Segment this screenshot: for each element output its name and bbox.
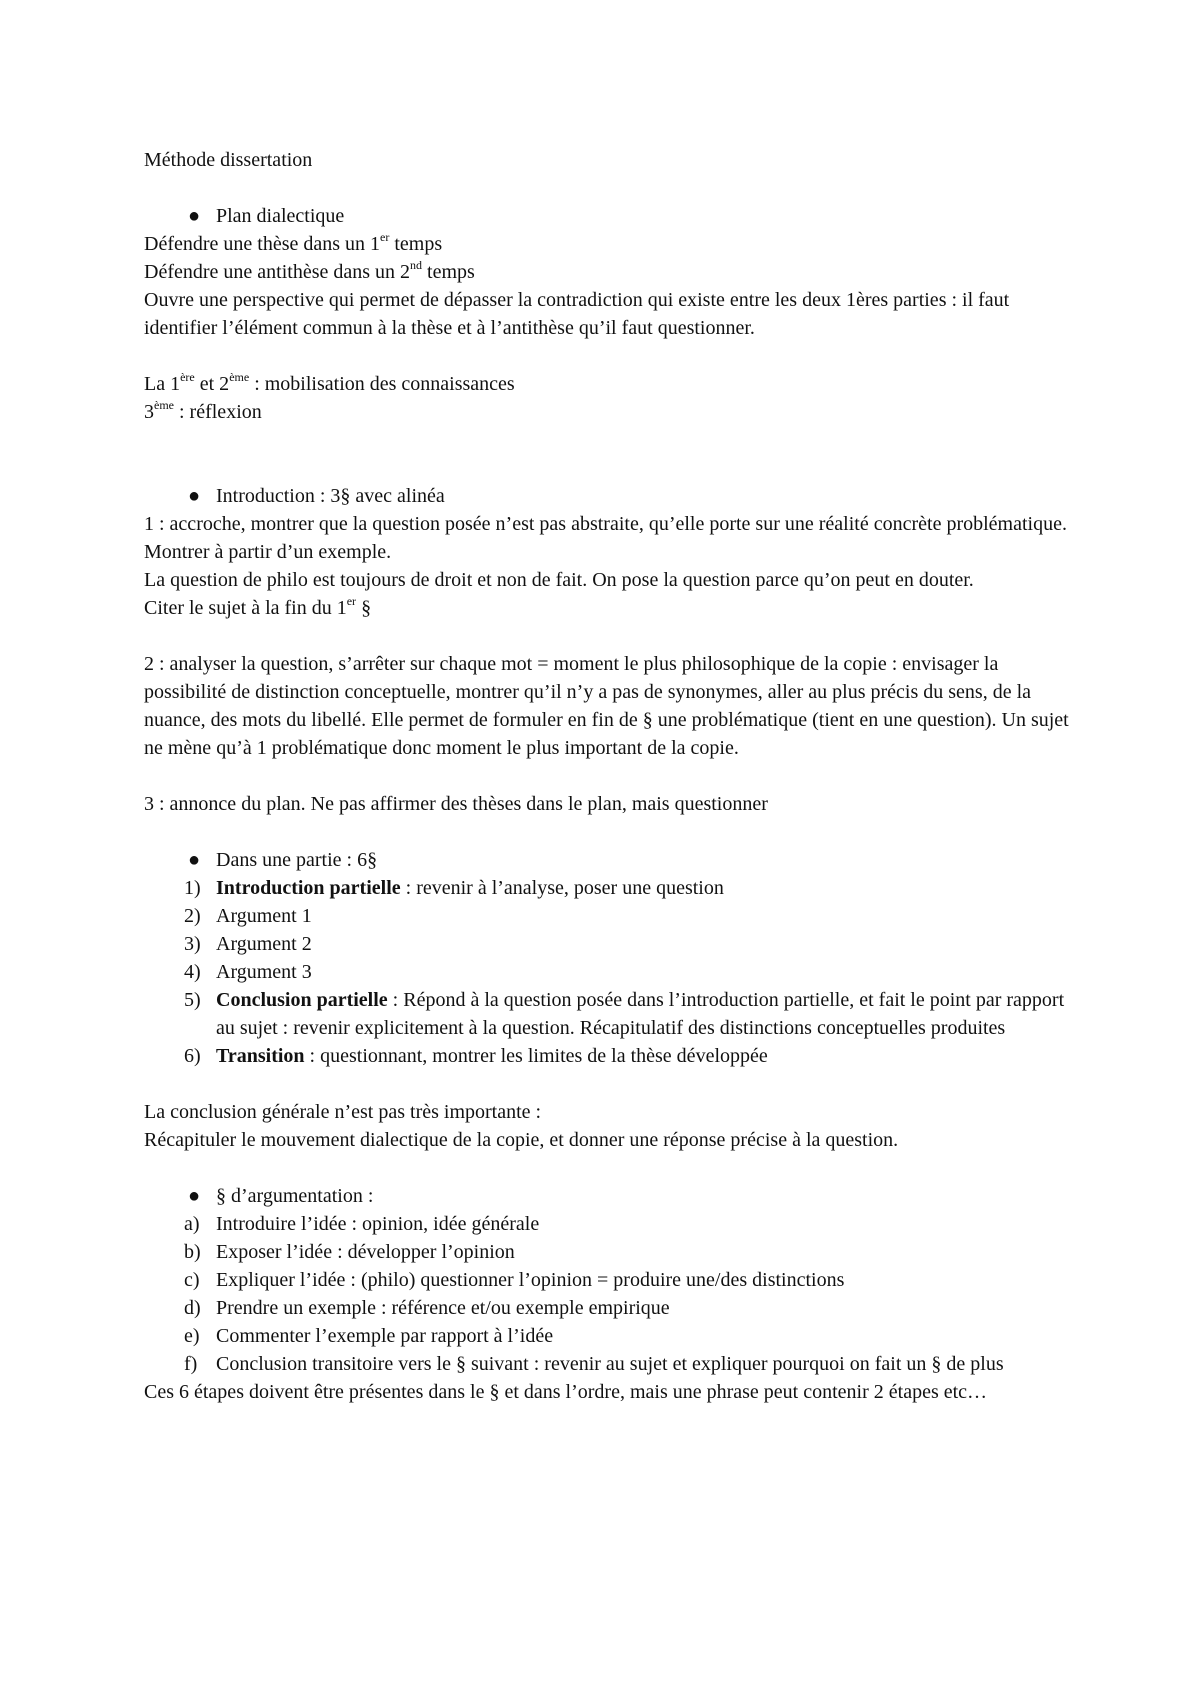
- list-item: [144, 1322, 1074, 1350]
- partie-list: [144, 874, 1074, 1070]
- list-number: 2): [184, 905, 201, 927]
- text: Défendre une antithèse dans un 2: [144, 261, 411, 283]
- list-text: : Répond à la question posée dans l’introduction partielle, et fait le point par rapport au sujet : revenir explicitement à la question. Récapitulatif des distinctions conceptuelles produites: [216, 989, 1070, 1039]
- list-item: [144, 1042, 1074, 1070]
- bullet-icon: ●: [187, 485, 201, 507]
- bullet-text: Introduction : 3§ avec alinéa: [216, 485, 445, 507]
- list-letter: e): [184, 1325, 200, 1347]
- list-item: [144, 1350, 1074, 1378]
- bullet-introduction: [144, 482, 1074, 510]
- bullet-text: § d’argumentation :: [216, 1185, 374, 1207]
- list-number: 6): [184, 1045, 201, 1067]
- intro-paragraph-4: 2 : analyser la question, s’arrêter sur chaque mot = moment le plus philosophique de la copie : envisager la possibilité de distinction conceptuelle, montrer qu’il n’y a pas de synonymes, aller au plus précis du sens, de la nuance, des mots du libellé. Elle permet de formuler en fin de § une problématique (tient en une question). Un sujet ne mène qu’à 1 problématique donc moment le plus important de la copie.: [144, 653, 1074, 759]
- bold-term: Transition: [216, 1045, 305, 1067]
- bullet-dans-une-partie: [144, 846, 1074, 874]
- list-item: [144, 902, 1074, 930]
- list-number: 3): [184, 933, 201, 955]
- bullet-text: Dans une partie : 6§: [216, 849, 378, 871]
- list-text: : revenir à l’analyse, poser une question: [400, 877, 724, 899]
- bullet-icon: ●: [187, 1185, 201, 1207]
- list-text: Introduire l’idée : opinion, idée générale: [216, 1213, 540, 1235]
- list-letter: f): [184, 1353, 198, 1375]
- plan-line-1: [144, 230, 1074, 258]
- list-text: Commenter l’exemple par rapport à l’idée: [216, 1325, 554, 1347]
- text: Citer le sujet à la fin du 1: [144, 597, 347, 619]
- superscript: ème: [154, 398, 174, 413]
- text: : mobilisation des connaissances: [249, 373, 515, 395]
- list-text: Exposer l’idée : développer l’opinion: [216, 1241, 515, 1263]
- document-page: [144, 146, 1074, 1406]
- intro-paragraph-3: [144, 594, 1074, 622]
- argumentation-closing: Ces 6 étapes doivent être présentes dans le § et dans l’ordre, mais une phrase peut contenir 2 étapes etc…: [144, 1381, 988, 1403]
- list-number: 4): [184, 961, 201, 983]
- plan-line-4: [144, 370, 1074, 398]
- list-item: [144, 958, 1074, 986]
- bullet-text: Plan dialectique: [216, 205, 345, 227]
- spacer: [144, 174, 1074, 202]
- list-number: 1): [184, 877, 201, 899]
- text: Défendre une thèse dans un 1: [144, 233, 381, 255]
- list-letter: b): [184, 1241, 201, 1263]
- list-letter: d): [184, 1297, 201, 1319]
- superscript: ème: [229, 370, 250, 385]
- list-item: [144, 1266, 1074, 1294]
- text: temps: [422, 261, 475, 283]
- list-text: : questionnant, montrer les limites de la thèse développée: [304, 1045, 768, 1067]
- spacer: [144, 1070, 1074, 1098]
- bold-term: Conclusion partielle: [216, 989, 388, 1011]
- text: 3: [144, 401, 154, 423]
- list-text: Argument 1: [216, 905, 312, 927]
- text: : réflexion: [174, 401, 262, 423]
- document-title: Méthode dissertation: [144, 149, 313, 171]
- list-text: Argument 3: [216, 961, 312, 983]
- list-item: [144, 1210, 1074, 1238]
- conclusion-line-2: Récapituler le mouvement dialectique de la copie, et donner une réponse précise à la question.: [144, 1129, 899, 1151]
- plan-line-5: [144, 398, 1074, 426]
- list-item: [144, 1294, 1074, 1322]
- spacer: [144, 426, 1074, 482]
- bold-term: Introduction partielle: [216, 877, 401, 899]
- superscript: nd: [410, 258, 423, 273]
- superscript: er: [346, 594, 357, 609]
- list-item: [144, 1238, 1074, 1266]
- plan-line-3: Ouvre une perspective qui permet de dépasser la contradiction qui existe entre les deux 1ères parties : il faut identifier l’élément commun à la thèse et à l’antithèse qu’il faut questionner.: [144, 289, 1015, 339]
- superscript: er: [380, 230, 390, 245]
- list-text: Conclusion transitoire vers le § suivant : revenir au sujet et expliquer pourquoi on fait un § de plus: [216, 1353, 1004, 1375]
- list-item: [144, 874, 1074, 902]
- superscript: ère: [180, 370, 195, 385]
- intro-paragraph-1: 1 : accroche, montrer que la question posée n’est pas abstraite, qu’elle porte sur une réalité concrète problématique. Montrer à partir d’un exemple.: [144, 513, 1072, 563]
- intro-paragraph-5: 3 : annonce du plan. Ne pas affirmer des thèses dans le plan, mais questionner: [144, 793, 768, 815]
- bullet-argumentation: [144, 1182, 1074, 1210]
- list-item: [144, 986, 1074, 1042]
- argumentation-list: [144, 1210, 1074, 1378]
- list-item: [144, 930, 1074, 958]
- bullet-icon: ●: [187, 849, 201, 871]
- text: temps: [389, 233, 443, 255]
- spacer: [144, 762, 1074, 790]
- text: La 1: [144, 373, 181, 395]
- bullet-plan-dialectique: [144, 202, 1074, 230]
- list-letter: a): [184, 1213, 200, 1235]
- spacer: [144, 342, 1074, 370]
- bullet-icon: ●: [187, 205, 201, 227]
- list-text: Prendre un exemple : référence et/ou exemple empirique: [216, 1297, 670, 1319]
- intro-paragraph-2: La question de philo est toujours de droit et non de fait. On pose la question parce qu’on peut en douter.: [144, 569, 974, 591]
- text: et 2: [194, 373, 230, 395]
- list-letter: c): [184, 1269, 200, 1291]
- spacer: [144, 1154, 1074, 1182]
- plan-line-2: [144, 258, 1074, 286]
- spacer: [144, 622, 1074, 650]
- list-text: Expliquer l’idée : (philo) questionner l’opinion = produire une/des distinctions: [216, 1269, 845, 1291]
- spacer: [144, 818, 1074, 846]
- list-text: Argument 2: [216, 933, 312, 955]
- conclusion-line-1: La conclusion générale n’est pas très importante :: [144, 1101, 542, 1123]
- text: §: [356, 597, 372, 619]
- list-number: 5): [184, 989, 201, 1011]
